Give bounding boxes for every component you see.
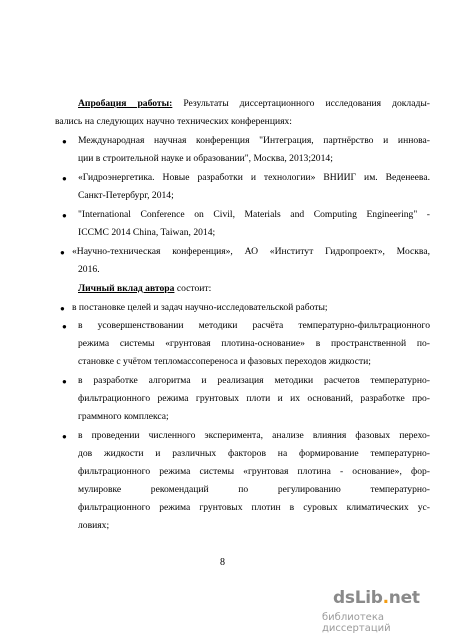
contribution-item-2-line3: становке с учётом тепломассопереноса и фазовых переходов жидкости;	[78, 356, 371, 367]
contribution-item-4-line4: мулировке рекомендаций по регулированию температурно-	[78, 484, 430, 495]
watermark-logo	[333, 588, 420, 608]
contribution-item-3-line2: фильтрационного режима грунтовых плоти и их оснований, разработке про-	[78, 393, 430, 404]
contribution-intro	[78, 281, 211, 297]
conference-item-1-line2: ции в строительной науке и образовании", Москва, 2013;2014;	[78, 153, 333, 164]
contribution-item-4-line1: в проведении численного эксперимента, анализе влияния фазовых перехо-	[78, 430, 430, 441]
contribution-item-3-line1: в разработке алгоритма и реализация методики расчетов температурно-	[78, 375, 430, 386]
approbation-paragraph-line2: вались на следующих научно технических конференциях:	[55, 116, 292, 127]
conference-item-1-line1: Международная научная конференция "Интеграция, партнёрство и иннова-	[78, 135, 430, 146]
conference-item-3-line2: ICCMC 2014 China, Taiwan, 2014;	[78, 227, 216, 238]
contribution-item-4-line5: фильтрационного режима грунтовых плотин в суровых климатических ус-	[78, 502, 430, 513]
contribution-item-4-line2: дов жидкости и различных факторов на формирование температурно-	[78, 448, 430, 459]
watermark-logo-part1: dsLib	[333, 588, 383, 608]
contribution-item-4-line3: фильтрационного режима системы «грунтовая плотина - основание», фор-	[78, 466, 430, 477]
contribution-item-2-line1: в усовершенствовании методики расчёта температурно-фильтрационного	[78, 320, 430, 331]
bullet-icon: ●	[62, 211, 67, 220]
contribution-item-4-line6: ловиях;	[78, 520, 110, 531]
conference-item-2-line2: Санкт-Петербург, 2014;	[78, 190, 174, 201]
watermark-logo-part2: net	[388, 588, 420, 608]
conference-item-4-line1: «Научно-техническая конференция», АО «Институт Гидропроект», Москва,	[72, 246, 430, 257]
bullet-icon: ●	[62, 432, 67, 441]
bullet-icon: ●	[62, 174, 67, 183]
conference-item-3-line1: "International Conference on Civil, Materials and Computing Engineering" -	[78, 209, 430, 220]
approbation-heading: Апробация работы:	[78, 98, 173, 109]
bullet-icon: ●	[62, 322, 67, 331]
watermark-logo-dot: .	[382, 588, 389, 608]
bullet-icon: ●	[62, 377, 67, 386]
bullet-icon: ●	[62, 137, 67, 146]
contribution-heading: Личный вклад автора	[78, 283, 175, 294]
contribution-item-2-line2: режима системы «грунтовая плотина-основание» в пространственной по-	[78, 338, 430, 349]
conference-item-2-line1: «Гидроэнергетика. Новые разработки и технологии» ВНИИГ им. Веденеева.	[78, 172, 430, 183]
contribution-item-1: в постановке целей и задач научно-исследовательской работы;	[72, 302, 328, 313]
contribution-intro-text: состоит:	[174, 283, 212, 294]
bullet-icon: ●	[60, 304, 65, 313]
page-number: 8	[220, 557, 225, 568]
contribution-item-3-line3: граммного комплекса;	[78, 411, 169, 422]
watermark-subtitle: библиотека диссертаций	[322, 612, 391, 634]
bullet-icon: ●	[60, 248, 65, 257]
conference-item-4-line2: 2016.	[78, 264, 100, 275]
approbation-text: Результаты диссертационного исследования доклады-	[172, 98, 430, 109]
approbation-paragraph-line1	[78, 96, 430, 112]
